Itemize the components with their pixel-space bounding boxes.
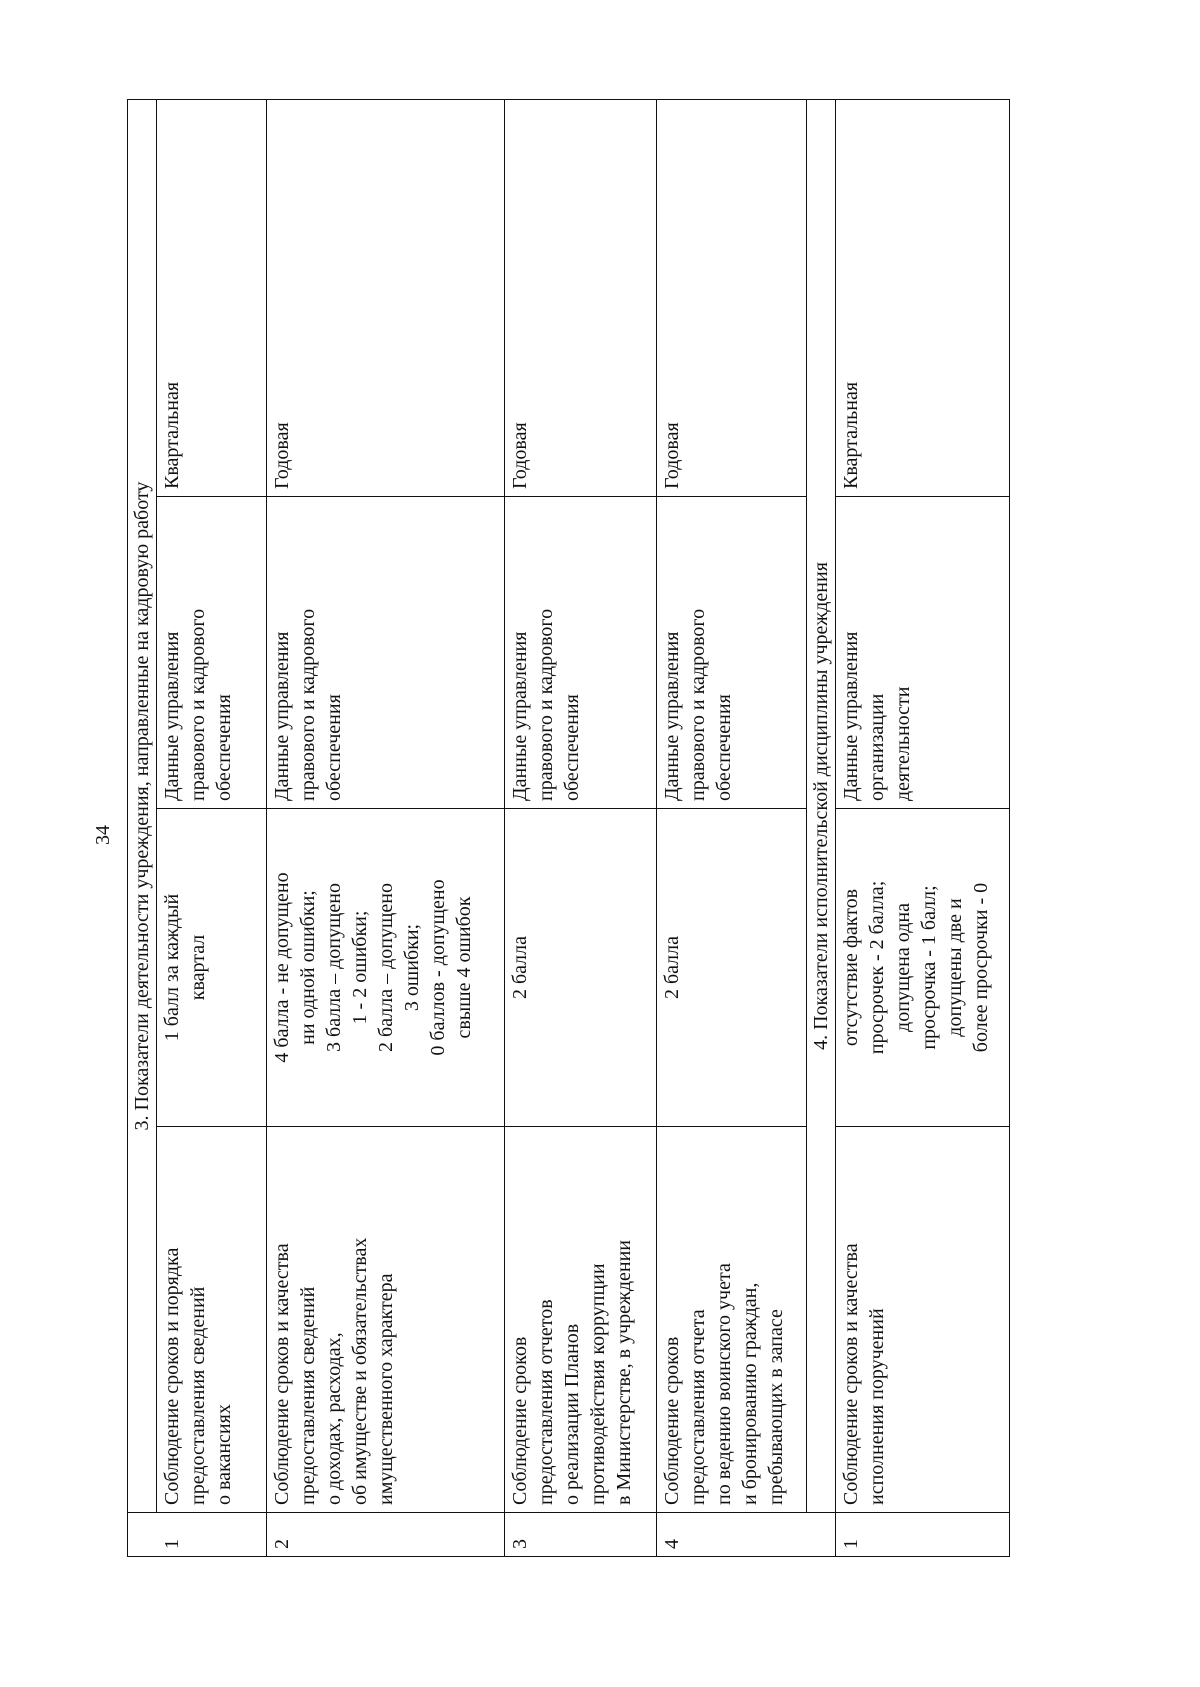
table-row [267, 100, 505, 1557]
indicator-cell: Соблюдение сроков предоставления отчетов о реализации Планов противодействия коррупции в Министерстве, в учреждении [505, 1127, 657, 1513]
indicator-cell: Соблюдение сроков и качества исполнения поручений [836, 1127, 1010, 1513]
source-cell: Данные управления организации деятельности [836, 497, 1010, 809]
indicator-cell: Соблюдение сроков и качества предоставления сведений о доходах, расходах, об имуществе и обязательствах имущественного характера [267, 1127, 505, 1513]
source-cell: Данные управления правового и кадрового обеспечения [657, 497, 807, 809]
row-number: 2 [267, 1513, 505, 1557]
period-cell: Квартальная [157, 100, 267, 497]
indicators-table [127, 99, 1010, 1557]
table-row [657, 100, 807, 1557]
table-row [157, 100, 267, 1557]
rotated-table-container [127, 100, 1118, 1557]
period-cell: Годовая [267, 100, 505, 497]
score-cell: отсутствие фактов просрочек - 2 балла; допущена одна просрочка - 1 балл; допущены две и более просрочки - 0 [836, 809, 1010, 1127]
section-4-header-row [807, 100, 836, 1557]
score-cell: 2 балла [657, 809, 807, 1127]
source-cell: Данные управления правового и кадрового обеспечения [267, 497, 505, 809]
page-number: 34 [91, 825, 114, 845]
table-row [836, 100, 1010, 1557]
period-cell: Квартальная [836, 100, 1010, 497]
score-cell: 1 балл за каждый квартал [157, 809, 267, 1127]
row-number: 3 [505, 1513, 657, 1557]
row-number: 4 [657, 1513, 807, 1557]
source-cell: Данные управления правового и кадрового обеспечения [157, 497, 267, 809]
row-number: 1 [836, 1513, 1010, 1557]
indicator-cell: Соблюдение сроков предоставления отчета по ведению воинского учета и бронированию граждан, пребывающих в запасе [657, 1127, 807, 1513]
source-cell: Данные управления правового и кадрового обеспечения [505, 497, 657, 809]
period-cell: Годовая [505, 100, 657, 497]
table-row [505, 100, 657, 1557]
section-3-header-spacer [128, 1513, 157, 1557]
section-3-title: 3. Показатели деятельности учреждения, направленные на кадровую работу [128, 100, 157, 1513]
period-cell: Годовая [657, 100, 807, 497]
score-cell: 4 балла - не допущено ни одной ошибки; 3 балла – допущено 1 - 2 ошибки; 2 балла – допущено 3 ошибки; 0 баллов - допущено свыше 4 ошибок [267, 809, 505, 1127]
section-4-header-spacer [807, 1513, 836, 1557]
section-4-title: 4. Показатели исполнительской дисциплины учреждения [807, 100, 836, 1513]
row-number: 1 [157, 1513, 267, 1557]
indicator-cell: Соблюдение сроков и порядка предоставления сведений о вакансиях [157, 1127, 267, 1513]
score-cell: 2 балла [505, 809, 657, 1127]
section-3-header-row [128, 100, 157, 1557]
